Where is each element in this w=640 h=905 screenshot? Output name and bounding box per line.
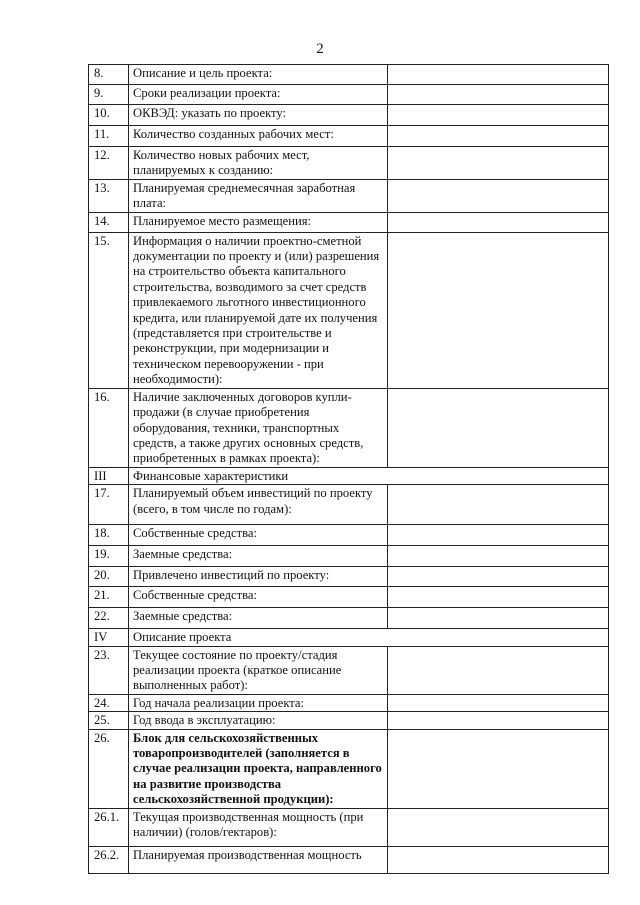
value-cell[interactable]	[388, 587, 609, 608]
value-cell[interactable]	[388, 212, 609, 232]
table-row	[89, 85, 609, 105]
value-cell[interactable]	[388, 65, 609, 85]
section-row	[89, 467, 609, 484]
project-info-table	[88, 64, 609, 874]
value-cell[interactable]	[388, 525, 609, 546]
row-label: Заемные средства:	[129, 546, 388, 567]
value-cell[interactable]	[388, 388, 609, 467]
table-row	[89, 525, 609, 546]
value-cell[interactable]	[388, 485, 609, 525]
row-label: Собственные средства:	[129, 587, 388, 608]
value-cell[interactable]	[388, 712, 609, 729]
table-row	[89, 232, 609, 388]
value-cell[interactable]	[388, 232, 609, 388]
row-label: ОКВЭД: указать по проекту:	[129, 105, 388, 126]
row-number: 19.	[89, 546, 129, 567]
table-row	[89, 388, 609, 467]
row-label: Планируемое место размещения:	[129, 212, 388, 232]
table-row	[89, 846, 609, 873]
row-label: Заемные средства:	[129, 608, 388, 629]
table-row	[89, 694, 609, 711]
value-cell[interactable]	[388, 567, 609, 587]
row-number: 22.	[89, 608, 129, 629]
row-label: Год ввода в эксплуатацию:	[129, 712, 388, 729]
row-number: 20.	[89, 567, 129, 587]
table-row	[89, 608, 609, 629]
row-label: Описание и цель проекта:	[129, 65, 388, 85]
section-title: Описание проекта	[129, 629, 609, 646]
value-cell[interactable]	[388, 729, 609, 808]
table-row	[89, 147, 609, 180]
row-number: 11.	[89, 126, 129, 147]
row-number: 26.2.	[89, 846, 129, 873]
value-cell[interactable]	[388, 85, 609, 105]
table-row	[89, 179, 609, 212]
row-label: Количество новых рабочих мест, планируемых к созданию:	[129, 147, 388, 180]
row-number: 26.1.	[89, 808, 129, 846]
row-number: III	[89, 467, 129, 484]
table-row	[89, 567, 609, 587]
row-number: IV	[89, 629, 129, 646]
table-row	[89, 105, 609, 126]
value-cell[interactable]	[388, 179, 609, 212]
row-label: Блок для сельскохозяйственных товаропроизводителей (заполняется в случае реализации проекта, направленного на развитие производства сельскохозяйственной продукции):	[129, 729, 388, 808]
row-label: Количество созданных рабочих мест:	[129, 126, 388, 147]
row-label: Планируемая производственная мощность	[129, 846, 388, 873]
row-number: 26.	[89, 729, 129, 808]
row-number: 24.	[89, 694, 129, 711]
row-number: 15.	[89, 232, 129, 388]
row-number: 17.	[89, 485, 129, 525]
row-label: Год начала реализации проекта:	[129, 694, 388, 711]
value-cell[interactable]	[388, 608, 609, 629]
row-label: Текущее состояние по проекту/стадия реализации проекта (краткое описание выполненных работ):	[129, 646, 388, 694]
value-cell[interactable]	[388, 147, 609, 180]
row-label: Текущая производственная мощность (при наличии) (голов/гектаров):	[129, 808, 388, 846]
row-number: 23.	[89, 646, 129, 694]
section-title: Финансовые характеристики	[129, 467, 609, 484]
table-row	[89, 729, 609, 808]
table-row	[89, 485, 609, 525]
row-label: Сроки реализации проекта:	[129, 85, 388, 105]
table-row	[89, 712, 609, 729]
table-row	[89, 587, 609, 608]
row-number: 18.	[89, 525, 129, 546]
row-label: Наличие заключенных договоров купли-продажи (в случае приобретения оборудования, техники, транспортных средств, а также других основных средств, приобретенных в рамках проекта):	[129, 388, 388, 467]
row-label: Планируемая среднемесячная заработная плата:	[129, 179, 388, 212]
row-number: 13.	[89, 179, 129, 212]
section-row	[89, 629, 609, 646]
row-label: Планируемый объем инвестиций по проекту (всего, в том числе по годам):	[129, 485, 388, 525]
row-number: 12.	[89, 147, 129, 180]
row-number: 16.	[89, 388, 129, 467]
row-number: 14.	[89, 212, 129, 232]
value-cell[interactable]	[388, 126, 609, 147]
row-label: Привлечено инвестиций по проекту:	[129, 567, 388, 587]
value-cell[interactable]	[388, 105, 609, 126]
page-number: 2	[316, 41, 324, 57]
row-number: 21.	[89, 587, 129, 608]
value-cell[interactable]	[388, 646, 609, 694]
table-row	[89, 808, 609, 846]
row-number: 8.	[89, 65, 129, 85]
value-cell[interactable]	[388, 808, 609, 846]
row-number: 10.	[89, 105, 129, 126]
table-row	[89, 212, 609, 232]
table-row	[89, 546, 609, 567]
table-row	[89, 126, 609, 147]
row-label: Информация о наличии проектно-сметной документации по проекту и (или) разрешения на строительство объекта капитального строительства, возводимого за счет средств привлекаемого льготного инвестиционного кредита, или планируемой дате их получения (представляется при строительстве и реконструкции, при модернизации и техническом перевооружении - при необходимости):	[129, 232, 388, 388]
table-row	[89, 646, 609, 694]
table-row	[89, 65, 609, 85]
row-number: 25.	[89, 712, 129, 729]
value-cell[interactable]	[388, 846, 609, 873]
row-number: 9.	[89, 85, 129, 105]
value-cell[interactable]	[388, 546, 609, 567]
row-label: Собственные средства:	[129, 525, 388, 546]
value-cell[interactable]	[388, 694, 609, 711]
